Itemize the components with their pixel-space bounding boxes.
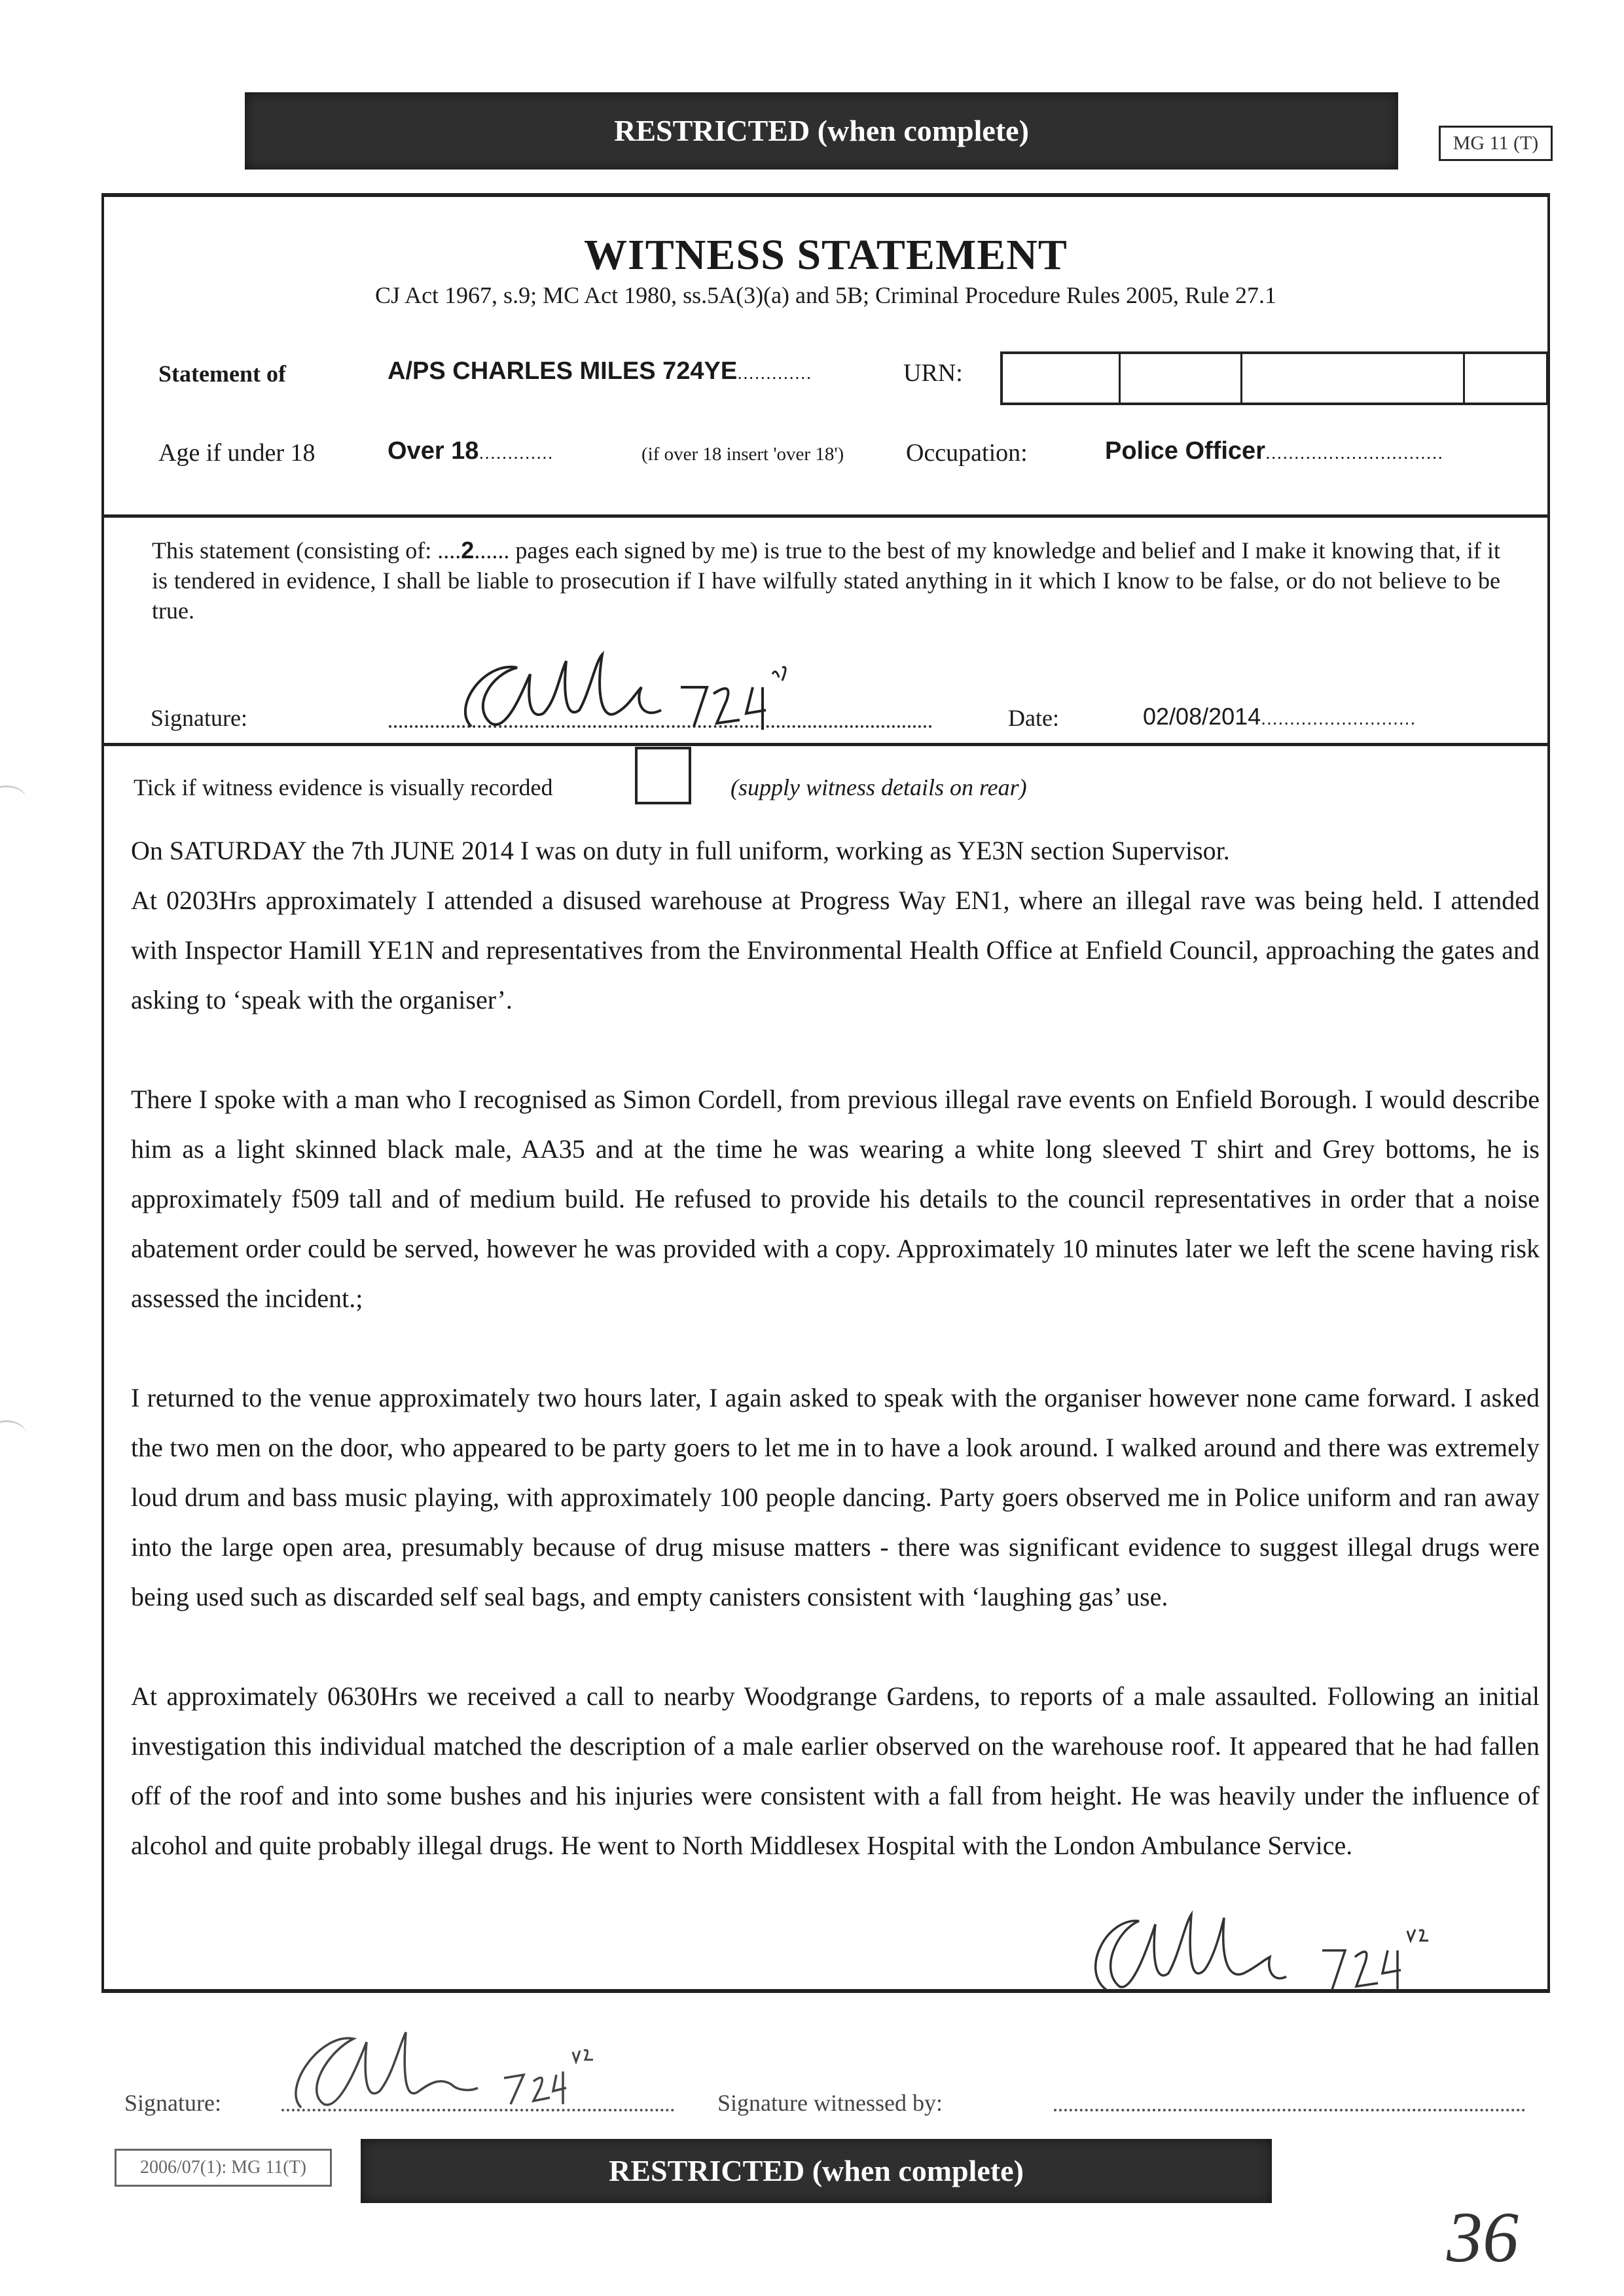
statement-of-field[interactable]: [388, 357, 812, 386]
urn-label: URN:: [903, 359, 963, 387]
declaration-text: [152, 535, 1500, 626]
urn-cell[interactable]: [1121, 354, 1242, 403]
urn-cell[interactable]: [1242, 354, 1465, 403]
field-dots: ...............................: [1265, 442, 1444, 463]
declaration-part-2: ...... pages each signed by me) is true to the best of my knowledge and belief and I make it knowing that, if it is tendered in evidence, I shall be liable to prosecution if I have wilfully stated anything in it which I know to be false, or do not believe to be true.: [152, 537, 1500, 624]
declaration-part-1: This statement (consisting of: ....: [152, 537, 461, 564]
age-note: (if over 18 insert 'over 18'): [641, 444, 844, 465]
field-dots: ...........................: [1261, 708, 1416, 728]
page-number: 36: [1447, 2197, 1519, 2277]
age-field[interactable]: [388, 437, 554, 465]
scan-margin-mark: [0, 785, 26, 814]
form-version-code: 2006/07(1): MG 11(T): [115, 2149, 332, 2187]
statement-paragraph: On SATURDAY the 7th JUNE 2014 I was on duty in full uniform, working as YE3N section Supervisor.: [131, 836, 1230, 865]
statement-paragraph: At approximately 0630Hrs we received a call to nearby Woodgrange Gardens, to reports of a male assaulted. Following an initial investigation this individual matched the description of a male earlier observed on the warehouse roof. It appeared that he had fallen off of the roof and into some bushes and his injuries were consistent with a fall from height. He was heavily under the influence of alcohol and quite probably illegal drugs. He went to North Middlesex Hospital with the London Ambulance Service.: [131, 1681, 1540, 1860]
occupation-value: Police Officer: [1105, 437, 1265, 465]
visual-record-checkbox[interactable]: [635, 747, 691, 804]
statement-of-value: A/PS CHARLES MILES 724YE: [388, 357, 738, 385]
date-field[interactable]: [1143, 703, 1416, 730]
occupation-label: Occupation:: [906, 439, 1028, 467]
statement-paragraph: I returned to the venue approximately two hours later, I again asked to speak with the organiser however none came forward. I asked the two men on the door, who appeared to be party goers to let me in to have a look around. I walked around and there was extremely loud drum and bass music playing, with approximately 100 people dancing. Party goers observed me in Police uniform and ran away into the large open area, presumably because of drug misuse matters - there was significant evidence to suggest illegal drugs were being used such as discarded self seal bags, and empty canisters consistent with ‘laughing gas’ use.: [131, 1383, 1540, 1611]
form-title: WITNESS STATEMENT: [584, 231, 1068, 279]
footer-handwritten-signature: [275, 2026, 733, 2117]
declaration-page-count: 2: [461, 537, 475, 564]
age-label: Age if under 18: [158, 439, 316, 467]
form-subtitle: CJ Act 1967, s.9; MC Act 1980, ss.5A(3)(a) and 5B; Criminal Procedure Rules 2005, Rule 27.1: [375, 282, 1276, 308]
statement-paragraph: At 0203Hrs approximately I attended a disused warehouse at Progress Way EN1, where an illegal rave was being held. I attended with Inspector Hamill YE1N and representatives from the Environmental Health Office at Enfield Council, approaching the gates and asking to ‘speak with the organiser’.: [131, 886, 1540, 1014]
form-code-badge: MG 11 (T): [1439, 126, 1553, 161]
statement-of-label: Statement of: [158, 361, 286, 387]
handwritten-signature: [445, 648, 969, 740]
footer-signature-label: Signature:: [124, 2090, 221, 2116]
restricted-banner-top: RESTRICTED (when complete): [245, 92, 1398, 170]
inline-handwritten-signature: [1067, 1905, 1473, 2003]
scan-margin-mark: [0, 1420, 26, 1448]
field-dots: .............: [478, 442, 554, 463]
occupation-field[interactable]: [1105, 437, 1443, 465]
date-label: Date:: [1008, 705, 1059, 731]
statement-body: [131, 826, 1540, 1920]
visual-record-label: Tick if witness evidence is visually recorded: [134, 774, 553, 800]
section-divider: [101, 514, 1550, 518]
visual-record-note: (supply witness details on rear): [731, 774, 1027, 800]
section-divider: [101, 1990, 1550, 1993]
section-divider: [101, 743, 1550, 746]
field-dots: .............: [737, 363, 812, 383]
date-value: 02/08/2014: [1143, 703, 1261, 730]
urn-cell[interactable]: [1003, 354, 1121, 403]
statement-paragraph: There I spoke with a man who I recognised as Simon Cordell, from previous illegal rave events on Enfield Borough. I would describe him as a light skinned black male, AA35 and at the time he was wearing a white long sleeved T shirt and Grey bottoms, he is approximately f509 tall and of medium build. He refused to provide his details to the council representatives in order that a noise abatement order could be served, however he was provided with a copy. Approximately 10 minutes later we left the scene having risk assessed the incident.;: [131, 1085, 1540, 1313]
restricted-banner-bottom: RESTRICTED (when complete): [361, 2139, 1272, 2203]
witnessed-by-label: Signature witnessed by:: [717, 2090, 943, 2116]
age-value: Over 18: [388, 437, 479, 465]
urn-cell[interactable]: [1465, 354, 1546, 403]
witnessed-by-field[interactable]: [1054, 2109, 1525, 2111]
signature-label: Signature:: [151, 705, 247, 731]
urn-field[interactable]: [1000, 351, 1549, 405]
